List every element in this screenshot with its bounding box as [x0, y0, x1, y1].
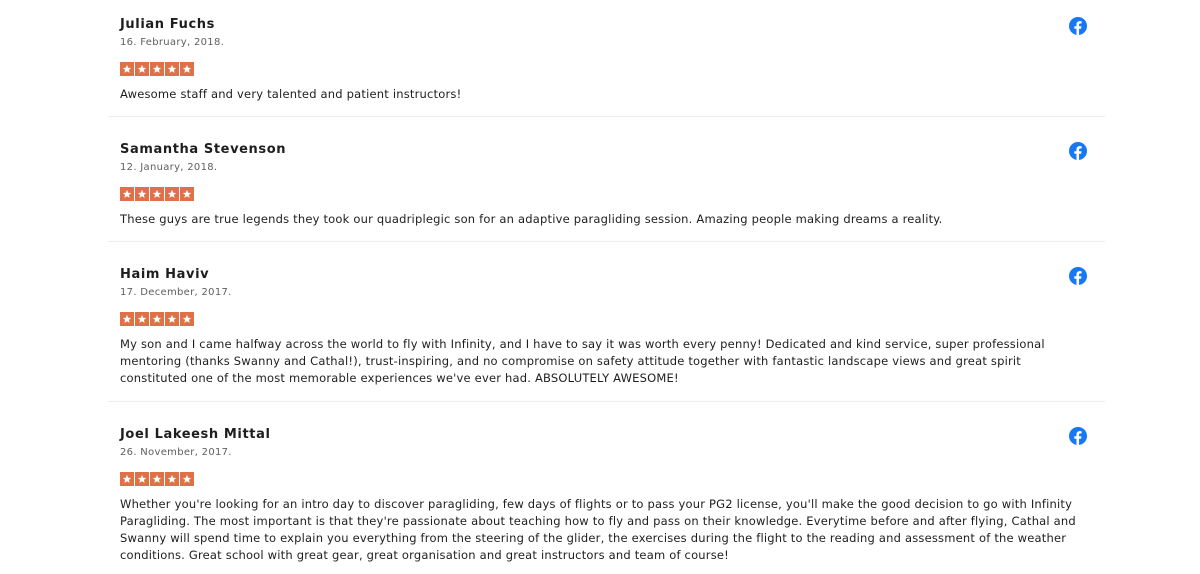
star-rating [120, 62, 194, 76]
review-date: 17. December, 2017. [120, 287, 232, 298]
review-date: 26. November, 2017. [120, 447, 232, 458]
reviewer-name: Samantha Stevenson [120, 142, 287, 157]
review-date: 16. February, 2018. [120, 37, 225, 48]
review-divider [108, 401, 1105, 402]
star-icon [135, 312, 149, 326]
review-text: Whether you're looking for an intro day to discover paragliding, few days of flights or to pass your PG2 license, you'll make the good decision to go with Infinity Paragliding. The most important is that they're passionate about teaching how to fly and pass on their knowledge. Everytime before and after flying, Cathal and Swanny will spend time to explain you everything from the steering of the glider, the exercises during the flight to the reading and assessment of the weather conditions. Great school with great gear, great organisation and great instructors and team of course! [120, 497, 1076, 562]
facebook-icon[interactable] [1069, 17, 1087, 35]
star-icon [165, 312, 179, 326]
star-icon [120, 187, 134, 201]
review-text: These guys are true legends they took our quadriplegic son for an adaptive paragliding session. Amazing people making dreams a reality. [120, 212, 943, 226]
star-icon [120, 62, 134, 76]
star-icon [120, 312, 134, 326]
star-icon [165, 62, 179, 76]
reviewer-name: Haim Haviv [120, 267, 210, 282]
reviewer-name: Joel Lakeesh Mittal [120, 427, 271, 442]
star-icon [150, 312, 164, 326]
star-icon [135, 472, 149, 486]
star-icon [180, 472, 194, 486]
star-icon [150, 62, 164, 76]
facebook-icon[interactable] [1069, 142, 1087, 160]
reviewer-name: Julian Fuchs [120, 17, 215, 32]
review-divider [108, 116, 1105, 117]
star-rating [120, 312, 194, 326]
facebook-icon[interactable] [1069, 267, 1087, 285]
star-icon [180, 312, 194, 326]
star-icon [150, 472, 164, 486]
star-icon [165, 187, 179, 201]
star-icon [120, 472, 134, 486]
star-icon [165, 472, 179, 486]
review-date: 12. January, 2018. [120, 162, 218, 173]
review-text: Awesome staff and very talented and patient instructors! [120, 87, 462, 101]
star-icon [135, 187, 149, 201]
star-icon [180, 187, 194, 201]
facebook-icon[interactable] [1069, 427, 1087, 445]
star-icon [150, 187, 164, 201]
review-divider [108, 241, 1105, 242]
star-icon [180, 62, 194, 76]
star-rating [120, 472, 194, 486]
star-icon [135, 62, 149, 76]
star-rating [120, 187, 194, 201]
review-text: My son and I came halfway across the world to fly with Infinity, and I have to say it was worth every penny! Dedicated and kind service, super professional mentoring (thanks Swanny and Cathal!), trust-inspiring, and no compromise on safety attitude together with fantastic landscape views and great spirit constituted one of the most memorable experiences we've ever had. ABSOLUTELY AWESOME! [120, 337, 1045, 385]
